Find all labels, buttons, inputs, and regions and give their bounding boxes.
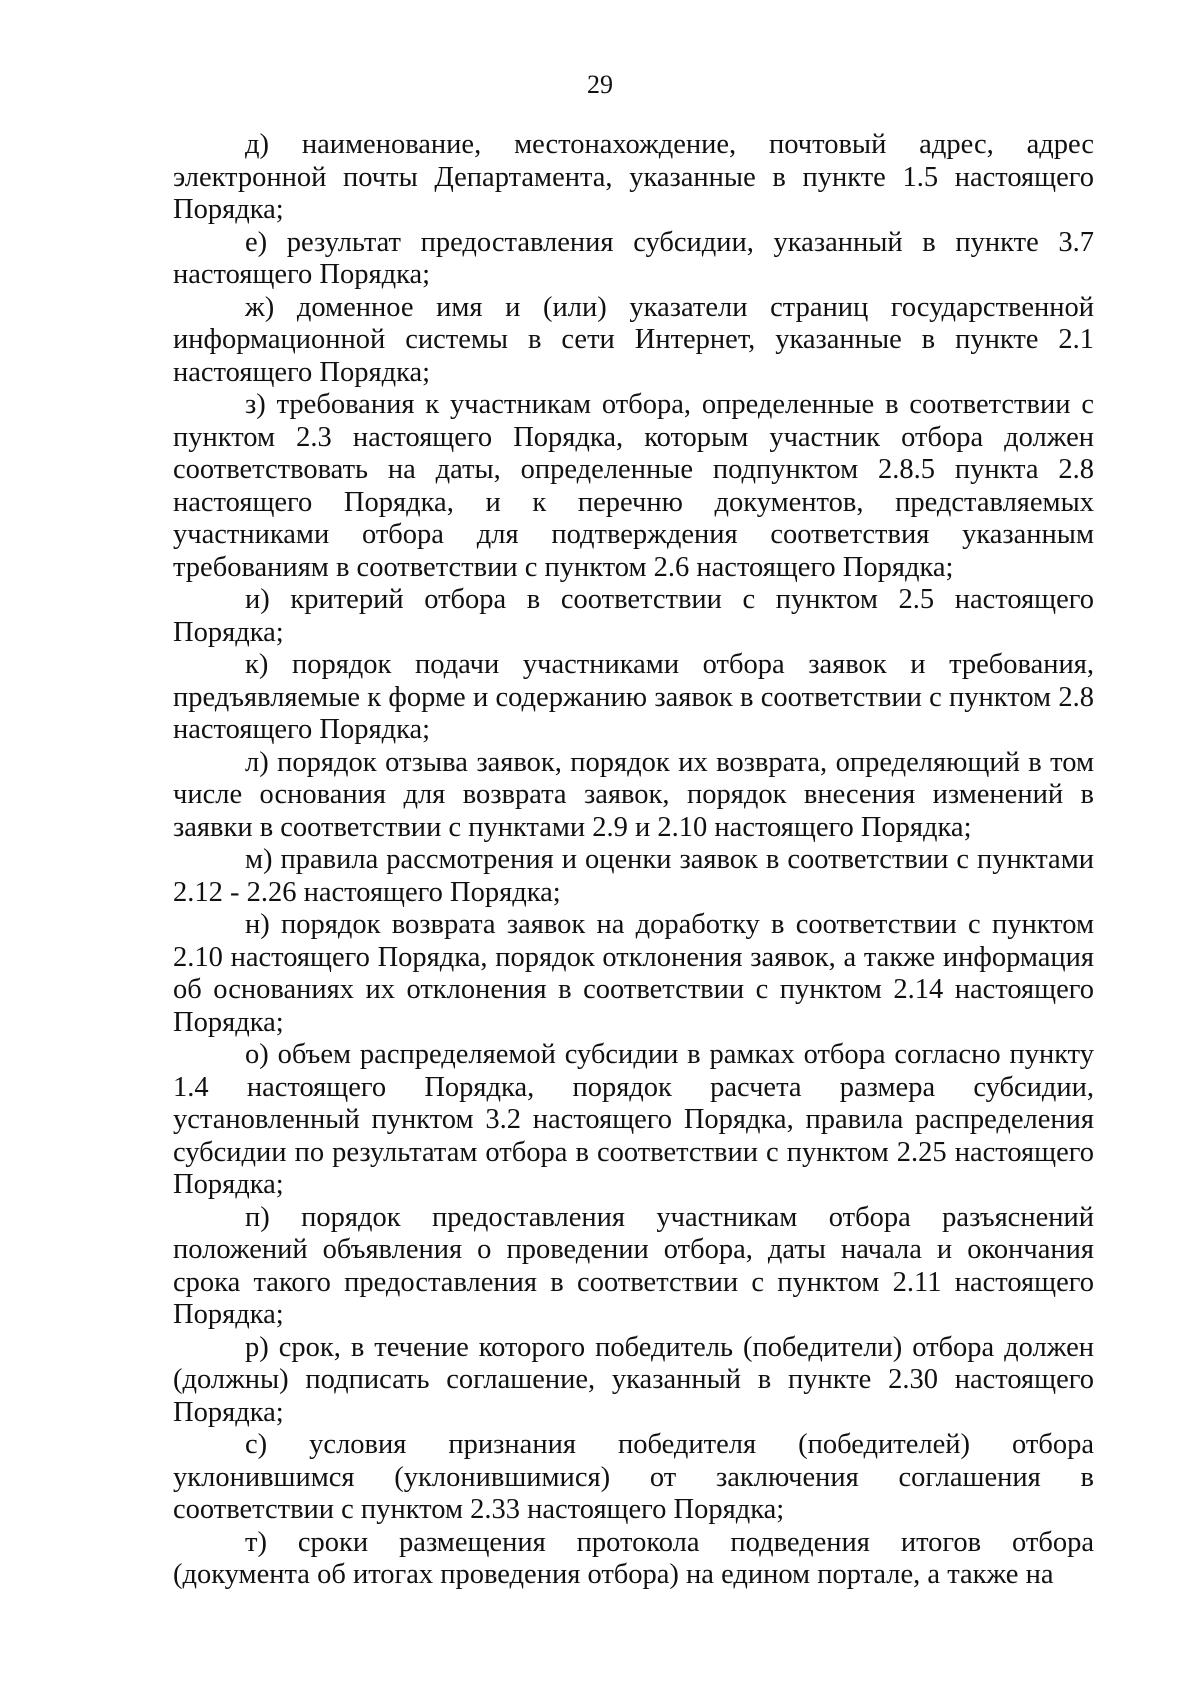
list-item-e: е) результат предоставления субсидии, указанный в пункте 3.7 настоящего Порядка;	[173, 226, 1094, 290]
list-item-o: о) объем распределяемой субсидии в рамках отбора согласно пункту 1.4 настоящего Порядка, порядок расчета размера субсидии, установленный пунктом 3.2 настоящего Порядка, правила распределения субсидии по результатам отбора в соответствии с пунктом 2.25 настоящего Порядка;	[173, 1039, 1094, 1200]
list-item-n: н) порядок возврата заявок на доработку в соответствии с пунктом 2.10 настоящего Порядка, порядок отклонения заявок, а также информация об основаниях их отклонения в соответствии с пунктом 2.14 настоящего Порядка;	[173, 909, 1094, 1038]
list-item-p: п) порядок предоставления участникам отбора разъяснений положений объявления о проведении отбора, даты начала и окончания срока такого предоставления в соответствии с пунктом 2.11 настоящего Порядка;	[173, 1201, 1094, 1330]
list-item-d: д) наименование, местонахождение, почтовый адрес, адрес электронной почты Департамента, указанные в пункте 1.5 настоящего Порядка;	[173, 129, 1094, 225]
list-item-t: т) сроки размещения протокола подведения итогов отбора (документа об итогах проведения отбора) на едином портале, а также на	[173, 1526, 1094, 1590]
list-item-z: з) требования к участникам отбора, определенные в соответствии с пунктом 2.3 настоящего Порядка, которым участник отбора должен соответствовать на даты, определенные подпунктом 2.8.5 пункта 2.8 настоящего Порядка, и к перечню документов, представляемых участниками отбора для подтверждения соответствия указанным требованиям в соответствии с пунктом 2.6 настоящего Порядка;	[173, 389, 1094, 583]
list-item-l: л) порядок отзыва заявок, порядок их возврата, определяющий в том числе основания для возврата заявок, порядок внесения изменений в заявки в соответствии с пунктами 2.9 и 2.10 настоящего Порядка;	[173, 746, 1094, 843]
list-item-k: к) порядок подачи участниками отбора заявок и требования, предъявляемые к форме и содержанию заявок в соответствии с пунктом 2.8 настоящего Порядка;	[173, 649, 1094, 745]
list-item-r: р) срок, в течение которого победитель (победители) отбора должен (должны) подписать соглашение, указанный в пункте 2.30 настоящего Порядка;	[173, 1331, 1094, 1428]
list-item-m: м) правила рассмотрения и оценки заявок в соответствии с пунктами 2.12 - 2.26 настоящего Порядка;	[173, 844, 1094, 908]
document-body	[173, 129, 1094, 1592]
list-item-s: с) условия признания победителя (победителей) отбора уклонившимся (уклонившимися) от заключения соглашения в соответствии с пунктом 2.33 настоящего Порядка;	[173, 1429, 1094, 1525]
list-item-i: и) критерий отбора в соответствии с пунктом 2.5 настоящего Порядка;	[173, 584, 1094, 648]
page-number: 29	[587, 70, 613, 99]
list-item-zh: ж) доменное имя и (или) указатели страниц государственной информационной системы в сети Интернет, указанные в пункте 2.1 настоящего Порядка;	[173, 291, 1094, 388]
